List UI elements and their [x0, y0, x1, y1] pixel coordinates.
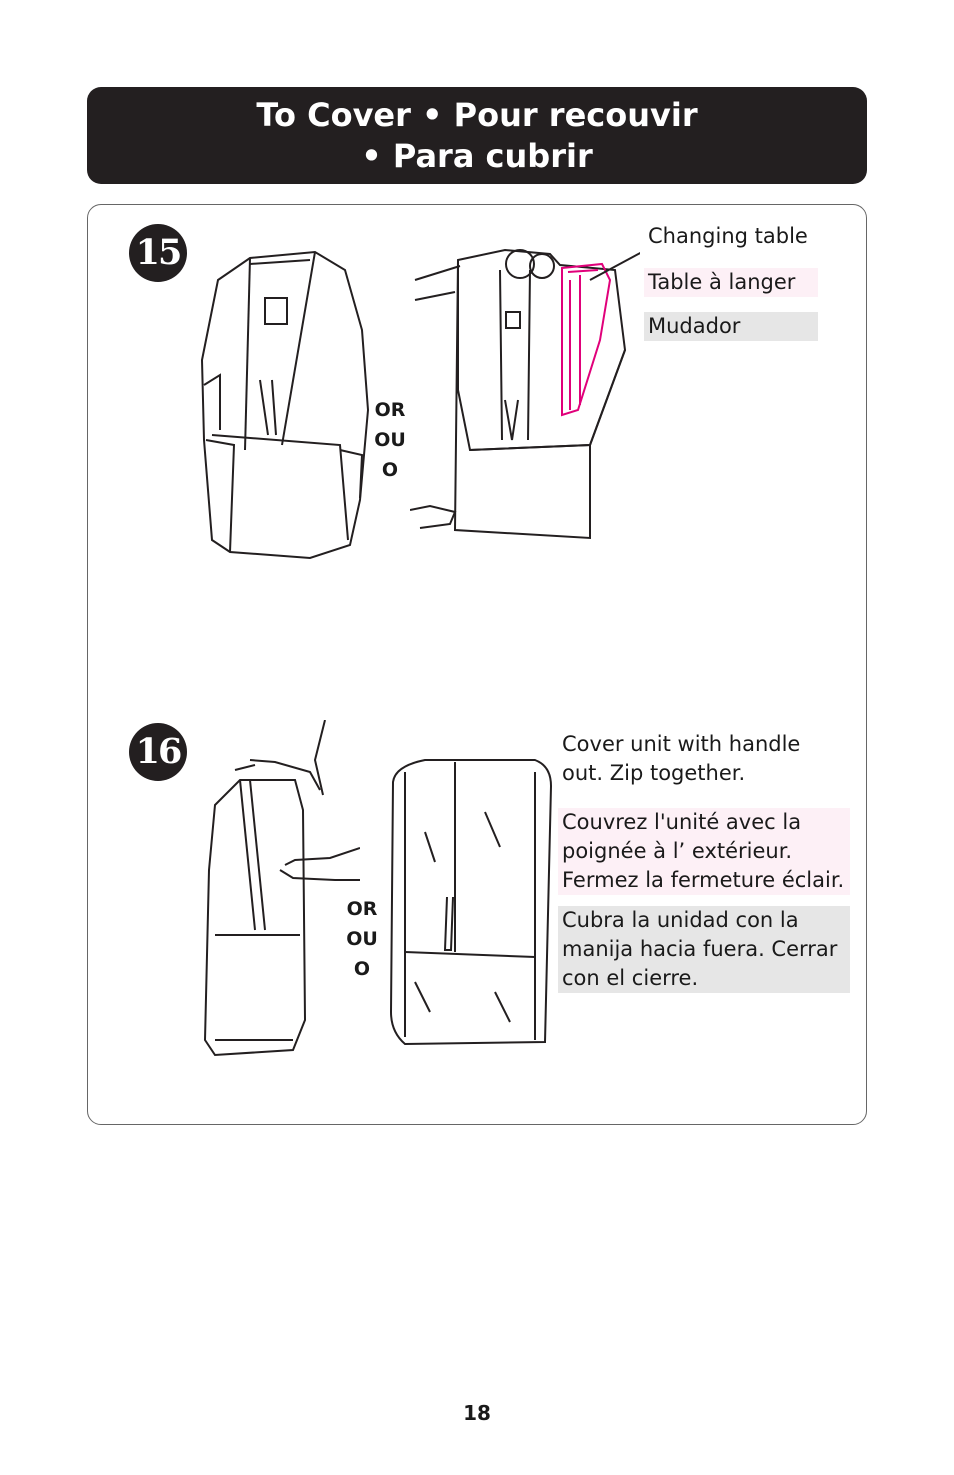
or-label-step-15: OR OU O	[374, 399, 406, 481]
instruction-en: Cover unit with handle out. Zip together.	[562, 732, 801, 785]
page-number: 18	[463, 1401, 491, 1425]
instruction-es: Cubra la unidad con la manija hacia fuera. Cerrar con el cierre.	[558, 906, 850, 993]
instruction-fr: Couvrez l'unité avec la poignée à l’ extérieur. Fermez la fermeture éclair.	[558, 808, 850, 895]
callout-fr: Table à langer	[644, 268, 818, 297]
callout-en: Changing table	[648, 224, 808, 248]
playard-changing-table-illustration	[410, 240, 640, 545]
section-title-line-1: To Cover • Pour recouvir	[256, 95, 698, 134]
section-title	[87, 87, 867, 184]
step-16-badge: 16	[129, 723, 187, 781]
section-title-line-2: • Para cubrir	[361, 136, 593, 175]
or-label-step-16: OR OU O	[346, 898, 378, 980]
covered-unit-zipped-illustration	[385, 752, 555, 1052]
step-15-badge: 15	[129, 224, 187, 282]
playard-folded-illustration-1	[190, 240, 380, 565]
callout-es: Mudador	[644, 312, 818, 341]
changing-table-highlight	[562, 264, 610, 415]
covered-unit-hand-illustration	[195, 720, 360, 1060]
